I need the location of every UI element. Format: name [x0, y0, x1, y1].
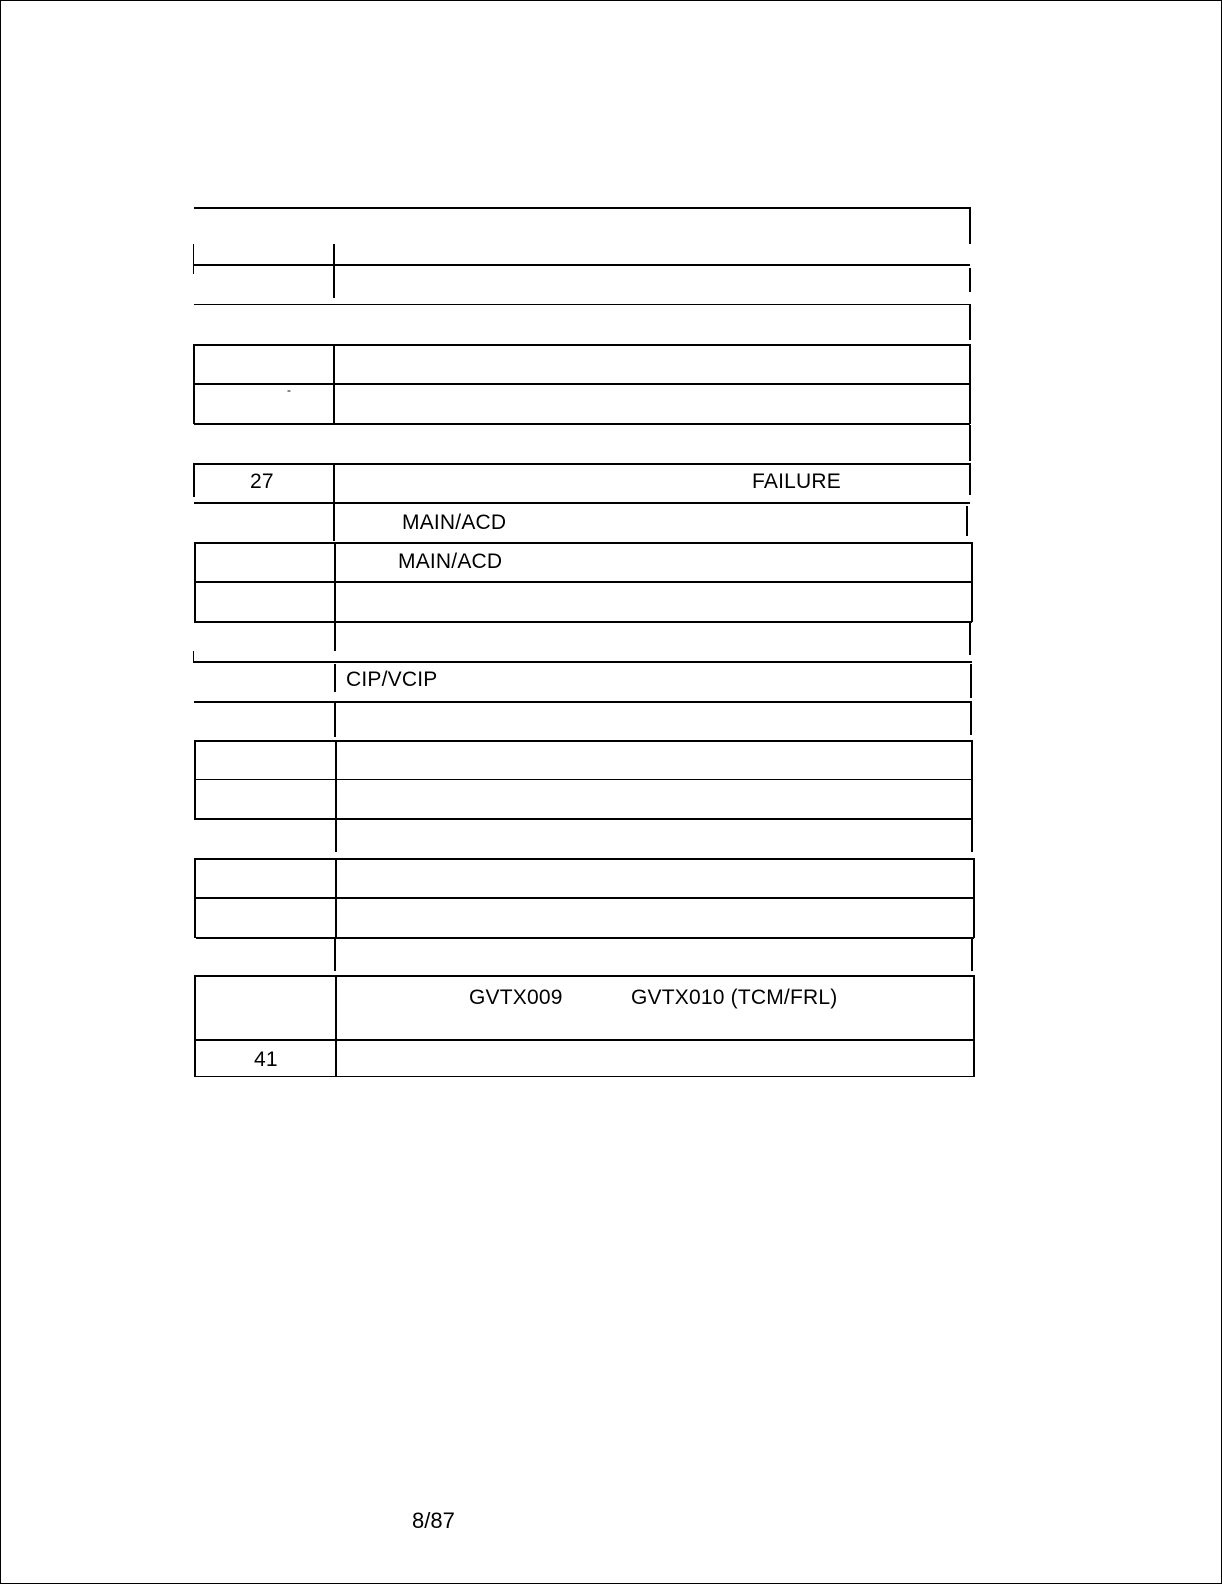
column-divider	[334, 703, 336, 737]
table-rule	[194, 344, 970, 346]
page-number: 8/87	[412, 1508, 455, 1533]
table-rule	[194, 621, 972, 623]
table-edge	[971, 542, 973, 622]
table-rule	[194, 542, 972, 544]
table-edge	[969, 207, 971, 244]
table-edge	[970, 703, 972, 735]
table-rule	[194, 1039, 974, 1041]
table-edge	[970, 664, 972, 698]
column-divider	[335, 858, 337, 938]
table-rule	[194, 264, 970, 266]
table-edge	[969, 463, 971, 495]
column-divider	[334, 623, 336, 651]
table-rule	[194, 975, 974, 977]
table-edge	[193, 651, 194, 663]
table-rule	[194, 383, 970, 385]
row-number: 27	[250, 470, 274, 493]
column-divider	[333, 463, 335, 541]
table-rule	[196, 937, 974, 939]
column-divider	[335, 820, 337, 852]
table-rule	[194, 1076, 974, 1077]
stray-mark: -	[287, 383, 291, 397]
table-edge	[193, 344, 195, 424]
table-edge	[971, 740, 973, 820]
table-edge	[193, 463, 195, 497]
table-edge	[973, 858, 975, 938]
table-edge	[973, 975, 975, 1077]
table-rule	[196, 858, 974, 860]
row-description: FAILURE	[752, 470, 841, 493]
column-divider	[333, 344, 335, 424]
column-divider	[333, 244, 335, 298]
table-rule	[194, 207, 970, 209]
column-divider	[334, 664, 336, 692]
table-rule	[194, 502, 970, 504]
table-rule	[194, 423, 970, 425]
row-number: 41	[254, 1048, 278, 1071]
row-description: CIP/VCIP	[346, 668, 438, 691]
table-edge	[971, 939, 973, 971]
column-divider	[335, 975, 337, 1077]
table-rule	[194, 818, 972, 820]
row-description: GVTX009	[469, 986, 563, 1009]
table-rule	[194, 740, 972, 742]
column-divider	[334, 939, 336, 971]
table-rule	[194, 779, 972, 780]
table-edge	[969, 425, 971, 461]
table-rule	[194, 304, 970, 305]
table-edge	[194, 542, 196, 622]
table-edge	[969, 268, 971, 292]
table-rule	[194, 581, 972, 583]
column-divider	[334, 542, 336, 622]
row-description: MAIN/ACD	[398, 550, 503, 573]
table-edge	[194, 858, 196, 938]
table-edge	[969, 344, 971, 424]
table-edge	[193, 244, 194, 274]
table-rule	[196, 897, 974, 899]
table-rule	[194, 661, 972, 663]
table-edge	[966, 506, 968, 536]
row-description: MAIN/ACD	[402, 511, 507, 534]
table-edge	[969, 304, 971, 340]
column-divider	[335, 740, 337, 820]
table-edge	[194, 740, 196, 820]
table-rule	[194, 463, 970, 465]
table-edge	[969, 623, 971, 655]
row-description: GVTX010 (TCM/FRL)	[631, 986, 838, 1009]
table-edge	[971, 820, 973, 852]
table-edge	[194, 975, 196, 1077]
table-rule	[194, 701, 972, 703]
